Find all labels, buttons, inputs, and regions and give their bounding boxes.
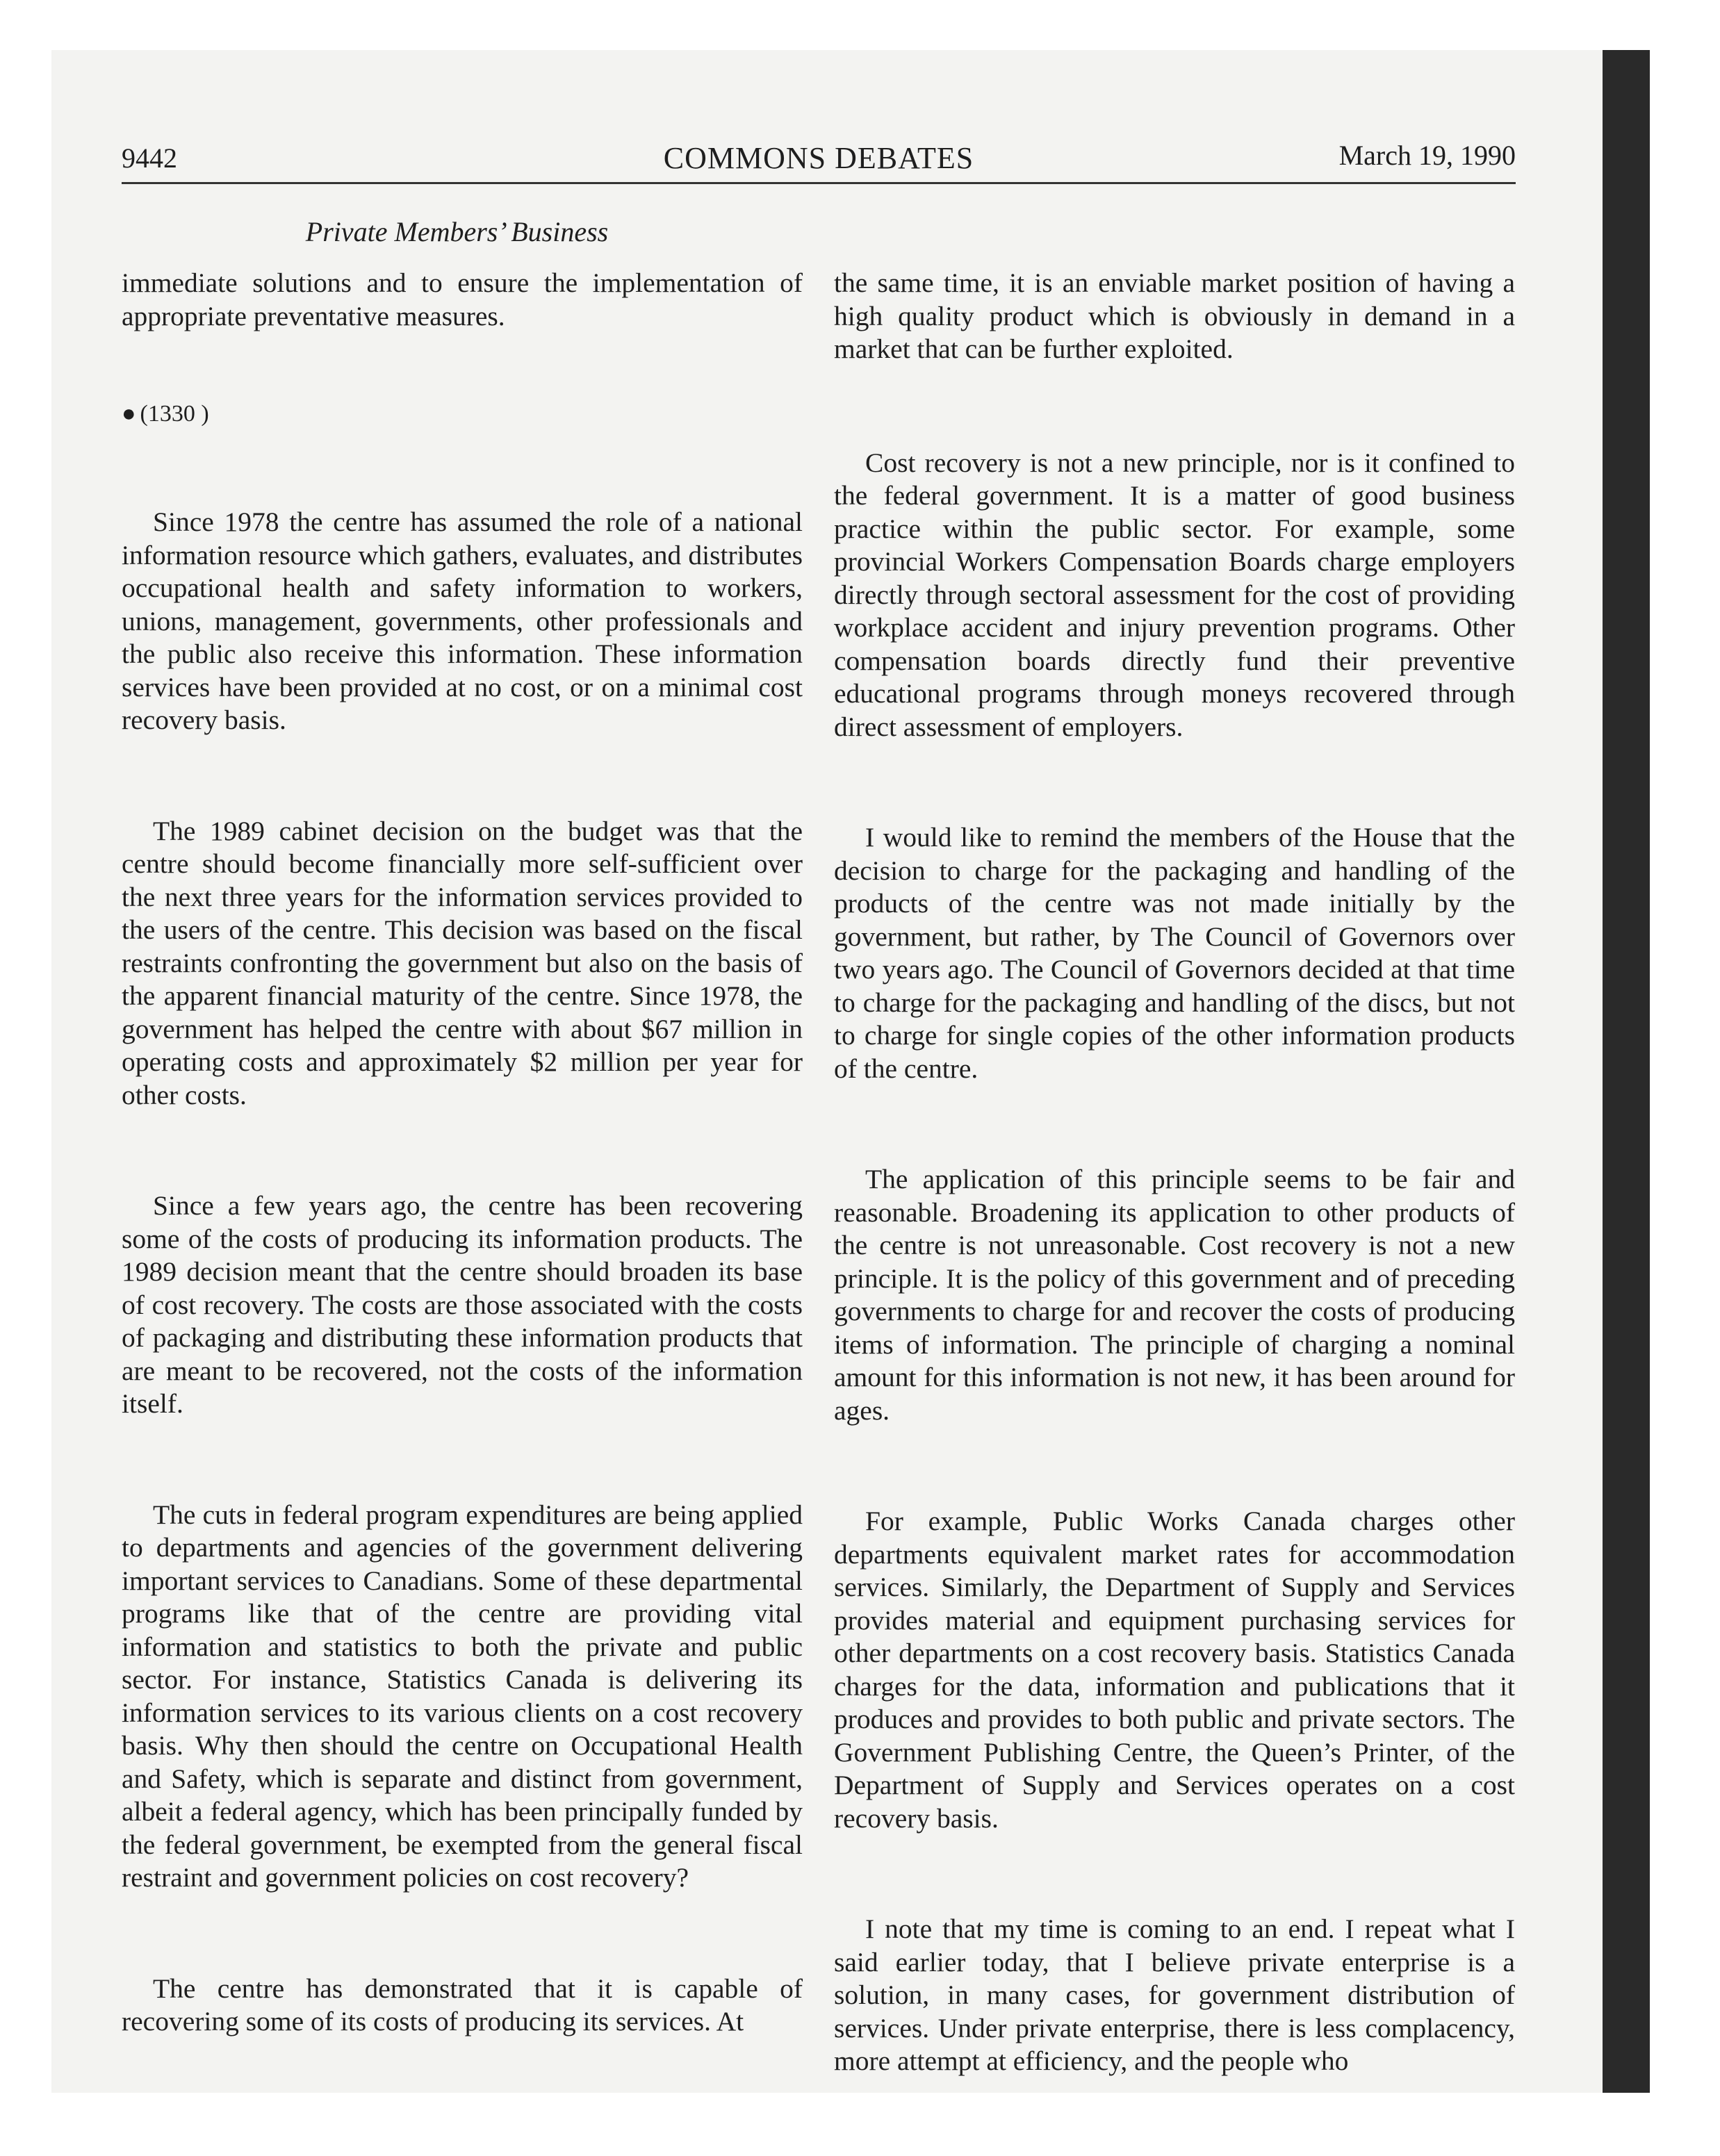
right-column [834,267,1515,2156]
page-number: 9442 [122,142,177,174]
paragraph: I note that my time is coming to an end. I repeat what I said earlier today, that I believe private enterprise is a solution, in many cases, for government distribution of services. Under private enterprise, there is less complacency, more attempt at efficiency, and the people who [834,1914,1515,2076]
header-date: March 19, 1990 [1338,140,1516,171]
page-edge-shadow [1603,50,1650,2093]
header-rule [122,182,1516,184]
paragraph: I would like to remind the members of the House that the decision to charge for the packaging and handling of the products of the centre was not made initially by the government, but rather, by The Council of Governors over two years ago. The Council of Governors decided at that time to charge for the packaging and handling of the discs, but not to charge for single copies of the other information products of the centre. [834,822,1515,1084]
section-heading: Private Members’ Business [305,216,609,247]
paragraph: The 1989 cabinet decision on the budget was that the centre should become financially more self-sufficient over the next three years for the information services provided to the users of the centre. This decision was based on the fiscal restraints confronting the government but also on the basis of the apparent financial maturity of the centre. Since 1978, the government has helped the centre with about $67 million in operating costs and approximately $2 million per year for other costs. [122,815,803,1110]
paragraph: The application of this principle seems to be fair and reasonable. Broadening its application to other products of the centre is not unreasonable. Cost recovery is not a new principle. It is the policy of this government and of preceding governments to charge for and recover the costs of producing items of information. The principle of charging a nominal amount for this information is not new, it has been around for ages. [834,1164,1515,1426]
time-marker [122,399,803,429]
paragraph: Since a few years ago, the centre has been recovering some of the costs of producing its information products. The 1989 decision meant that the centre should broaden its base of cost recovery. The costs are those associated with the costs of packaging and distributing these information products that are meant to be recovered, not the costs of the information itself. [122,1190,803,1419]
left-column [122,267,803,2116]
time-marker-text: (1330 ) [140,401,209,427]
paragraph: Since 1978 the centre has assumed the role of a national information resource which gathers, evaluates, and distributes occupational health and safety information to workers, unions, management, governments, other professionals and the public also receive this information. These information services have been provided at no cost, or on a minimal cost recovery basis. [122,507,803,735]
page-header [122,136,1516,181]
bullet-icon: ● [122,401,136,427]
paragraph: the same time, it is an enviable market position of having a high quality product which is obviously in demand in a market that can be further exploited. [834,268,1515,364]
journal-title: COMMONS DEBATES [663,141,974,175]
paragraph: Cost recovery is not a new principle, nor is it confined to the federal government. It is a matter of good business practice within the public sector. For example, some provincial Workers Compensation Boards charge employers directly through sectoral assessment for the cost of providing workplace accident and injury prevention programs. Other compensation boards directly fund their preventive educational programs through moneys recovered through direct assessment of employers. [834,447,1515,742]
paragraph: immediate solutions and to ensure the implementation of appropriate preventative measures. [122,268,803,331]
paragraph: The centre has demonstrated that it is capable of recovering some of its costs of producing its services. At [122,1973,803,2036]
paragraph: For example, Public Works Canada charges other departments equivalent market rates for accommodation services. Similarly, the Department of Supply and Services provides material and equipment purchasing services for other departments on a cost recovery basis. Statistics Canada charges for the data, information and publications that it produces and provides to both public and private sectors. The Government Publishing Centre, the Queen’s Printer, of the Department of Supply and Services operates on a cost recovery basis. [834,1506,1515,1834]
paragraph: The cuts in federal program expenditures are being applied to departments and agencies of the government delivering important services to Canadians. Some of these departmental programs like that of the centre are providing vital information and statistics to both the private and public sector. For instance, Statistics Canada is delivering its information services to its various clients on a cost recovery basis. Why then should the centre on Occupational Health and Safety, which is separate and distinct from government, albeit a federal agency, which has been principally funded by the federal government, be exempted from the general fiscal restraint and government policies on cost recovery? [122,1499,803,1893]
